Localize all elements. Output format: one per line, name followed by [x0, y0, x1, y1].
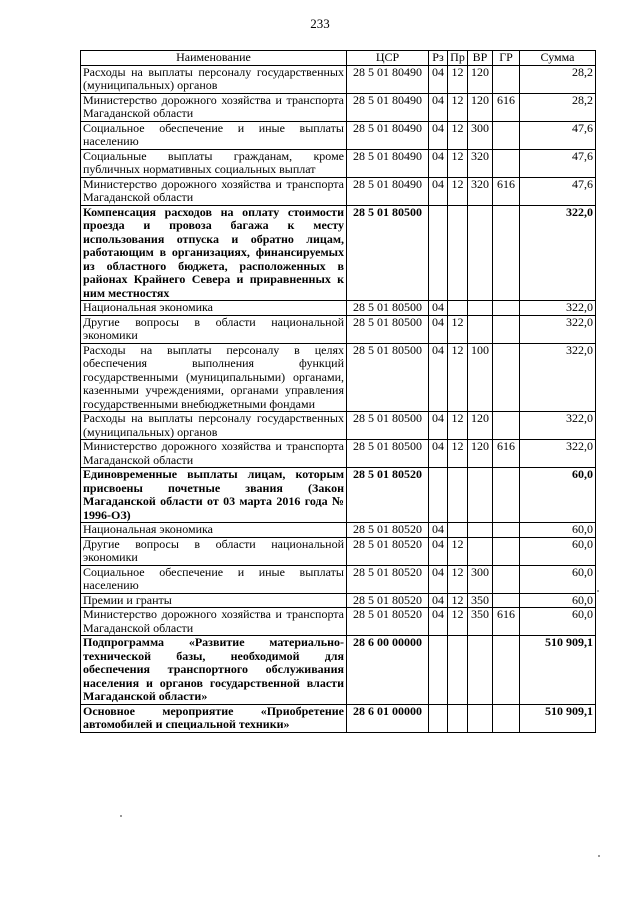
- cell-vr: 120: [468, 65, 493, 93]
- scan-speck: [597, 590, 599, 592]
- cell-pr: 12: [448, 537, 468, 565]
- cell-csr: 28 5 01 80520: [347, 523, 429, 538]
- cell-vr: [468, 636, 493, 705]
- cell-gr: [493, 343, 520, 412]
- table-row: [81, 593, 596, 608]
- header-csr: ЦСР: [347, 51, 429, 66]
- cell-vr: 120: [468, 412, 493, 440]
- cell-gr: [493, 704, 520, 732]
- cell-vr: 300: [468, 121, 493, 149]
- cell-sum: 510 909,1: [520, 704, 596, 732]
- cell-rz: 04: [429, 593, 448, 608]
- cell-sum: 28,2: [520, 93, 596, 121]
- table-row: [81, 608, 596, 636]
- cell-rz: 04: [429, 177, 448, 205]
- cell-sum: 322,0: [520, 343, 596, 412]
- cell-gr: [493, 205, 520, 301]
- scan-speck: [598, 855, 600, 857]
- cell-sum: 322,0: [520, 315, 596, 343]
- cell-name: Министерство дорожного хозяйства и транспорта Магаданской области: [81, 177, 347, 205]
- cell-gr: 616: [493, 93, 520, 121]
- cell-rz: 04: [429, 537, 448, 565]
- scan-speck: [120, 815, 122, 817]
- header-rz: Рз: [429, 51, 448, 66]
- cell-gr: [493, 301, 520, 316]
- cell-name: Основное мероприятие «Приобретение автомобилей и специальной техники»: [81, 704, 347, 732]
- cell-sum: 60,0: [520, 523, 596, 538]
- cell-pr: 12: [448, 65, 468, 93]
- cell-gr: [493, 537, 520, 565]
- table-body: [81, 65, 596, 732]
- cell-gr: [493, 121, 520, 149]
- cell-pr: [448, 468, 468, 523]
- cell-rz: 04: [429, 440, 448, 468]
- cell-sum: 28,2: [520, 65, 596, 93]
- cell-gr: [493, 315, 520, 343]
- table-row: [81, 205, 596, 301]
- cell-sum: 322,0: [520, 412, 596, 440]
- header-sum: Сумма: [520, 51, 596, 66]
- cell-csr: 28 5 01 80500: [347, 343, 429, 412]
- cell-gr: 616: [493, 440, 520, 468]
- cell-pr: 12: [448, 343, 468, 412]
- cell-vr: [468, 523, 493, 538]
- cell-vr: [468, 704, 493, 732]
- cell-vr: [468, 301, 493, 316]
- table-row: [81, 412, 596, 440]
- table-header-row: [81, 51, 596, 66]
- cell-csr: 28 5 01 80500: [347, 205, 429, 301]
- cell-rz: 04: [429, 523, 448, 538]
- budget-table: [80, 50, 596, 733]
- cell-rz: [429, 704, 448, 732]
- cell-csr: 28 5 01 80520: [347, 468, 429, 523]
- cell-sum: 60,0: [520, 565, 596, 593]
- cell-name: Другие вопросы в области национальной экономики: [81, 537, 347, 565]
- table-row: [81, 121, 596, 149]
- table-row: [81, 523, 596, 538]
- cell-gr: [493, 523, 520, 538]
- cell-csr: 28 6 01 00000: [347, 704, 429, 732]
- cell-vr: 350: [468, 593, 493, 608]
- cell-name: Другие вопросы в области национальной экономики: [81, 315, 347, 343]
- cell-csr: 28 5 01 80520: [347, 608, 429, 636]
- cell-sum: 47,6: [520, 149, 596, 177]
- cell-csr: 28 5 01 80520: [347, 537, 429, 565]
- cell-rz: 04: [429, 65, 448, 93]
- cell-gr: [493, 565, 520, 593]
- cell-vr: [468, 315, 493, 343]
- cell-vr: 320: [468, 149, 493, 177]
- cell-gr: [493, 149, 520, 177]
- cell-sum: 322,0: [520, 440, 596, 468]
- cell-pr: 12: [448, 565, 468, 593]
- cell-csr: 28 5 01 80520: [347, 593, 429, 608]
- cell-pr: 12: [448, 177, 468, 205]
- cell-rz: 04: [429, 93, 448, 121]
- cell-sum: 60,0: [520, 537, 596, 565]
- cell-pr: [448, 301, 468, 316]
- cell-pr: [448, 636, 468, 705]
- table-row: [81, 468, 596, 523]
- cell-sum: 322,0: [520, 301, 596, 316]
- cell-name: Министерство дорожного хозяйства и транспорта Магаданской области: [81, 608, 347, 636]
- table-row: [81, 565, 596, 593]
- cell-pr: [448, 523, 468, 538]
- cell-rz: 04: [429, 149, 448, 177]
- cell-sum: 322,0: [520, 205, 596, 301]
- cell-pr: [448, 704, 468, 732]
- cell-rz: 04: [429, 565, 448, 593]
- header-gr: ГР: [493, 51, 520, 66]
- cell-gr: [493, 636, 520, 705]
- cell-csr: 28 5 01 80490: [347, 177, 429, 205]
- cell-csr: 28 5 01 80500: [347, 412, 429, 440]
- cell-sum: 60,0: [520, 593, 596, 608]
- cell-gr: [493, 593, 520, 608]
- table-row: [81, 537, 596, 565]
- cell-name: Подпрограмма «Развитие материально-технической базы, необходимой для обеспечения транспортного обслуживания населения и органов государственной власти Магаданской области»: [81, 636, 347, 705]
- cell-name: Расходы на выплаты персоналу государственных (муниципальных) органов: [81, 412, 347, 440]
- table-row: [81, 149, 596, 177]
- cell-csr: 28 5 01 80490: [347, 149, 429, 177]
- cell-sum: 47,6: [520, 121, 596, 149]
- cell-vr: 100: [468, 343, 493, 412]
- table-row: [81, 636, 596, 705]
- table-row: [81, 440, 596, 468]
- cell-rz: 04: [429, 121, 448, 149]
- cell-csr: 28 6 00 00000: [347, 636, 429, 705]
- cell-vr: 350: [468, 608, 493, 636]
- cell-vr: [468, 205, 493, 301]
- cell-pr: 12: [448, 440, 468, 468]
- page-number: 233: [310, 16, 330, 31]
- cell-name: Социальное обеспечение и иные выплаты населению: [81, 565, 347, 593]
- cell-name: Социальные выплаты гражданам, кроме публичных нормативных социальных выплат: [81, 149, 347, 177]
- cell-sum: 60,0: [520, 608, 596, 636]
- table-row: [81, 93, 596, 121]
- cell-csr: 28 5 01 80520: [347, 565, 429, 593]
- table-row: [81, 177, 596, 205]
- cell-pr: 12: [448, 608, 468, 636]
- cell-pr: 12: [448, 149, 468, 177]
- cell-gr: [493, 468, 520, 523]
- cell-name: Единовременные выплаты лицам, которым присвоены почетные звания (Закон Магаданской области от 03 марта 2016 года № 1996-ОЗ): [81, 468, 347, 523]
- table-row: [81, 301, 596, 316]
- cell-csr: 28 5 01 80490: [347, 93, 429, 121]
- table-row: [81, 343, 596, 412]
- table-row: [81, 315, 596, 343]
- header-pr: Пр: [448, 51, 468, 66]
- cell-name: Национальная экономика: [81, 301, 347, 316]
- cell-rz: 04: [429, 343, 448, 412]
- cell-gr: 616: [493, 608, 520, 636]
- cell-vr: [468, 537, 493, 565]
- cell-csr: 28 5 01 80500: [347, 301, 429, 316]
- cell-pr: 12: [448, 315, 468, 343]
- cell-csr: 28 5 01 80500: [347, 440, 429, 468]
- cell-csr: 28 5 01 80500: [347, 315, 429, 343]
- cell-name: Компенсация расходов на оплату стоимости проезда и провоза багажа к месту использования отпуска и обратно лицам, работающим в организациях, финансируемых из областного бюджета, расположенных в районах Крайнего Севера и приравненных к ним местностях: [81, 205, 347, 301]
- cell-rz: [429, 468, 448, 523]
- cell-pr: [448, 205, 468, 301]
- cell-rz: [429, 636, 448, 705]
- cell-vr: [468, 468, 493, 523]
- header-vr: ВР: [468, 51, 493, 66]
- cell-name: Расходы на выплаты персоналу в целях обеспечения выполнения функций государственными (муниципальными) органами, казенными учреждениями, органами управления государственными внебюджетными фондами: [81, 343, 347, 412]
- cell-gr: 616: [493, 177, 520, 205]
- cell-vr: 320: [468, 177, 493, 205]
- cell-sum: 510 909,1: [520, 636, 596, 705]
- cell-name: Социальное обеспечение и иные выплаты населению: [81, 121, 347, 149]
- cell-pr: 12: [448, 593, 468, 608]
- cell-name: Министерство дорожного хозяйства и транспорта Магаданской области: [81, 440, 347, 468]
- table-row: [81, 704, 596, 732]
- cell-csr: 28 5 01 80490: [347, 121, 429, 149]
- cell-gr: [493, 412, 520, 440]
- cell-name: Национальная экономика: [81, 523, 347, 538]
- cell-vr: 120: [468, 440, 493, 468]
- cell-pr: 12: [448, 93, 468, 121]
- cell-sum: 47,6: [520, 177, 596, 205]
- cell-rz: 04: [429, 315, 448, 343]
- cell-csr: 28 5 01 80490: [347, 65, 429, 93]
- cell-name: Расходы на выплаты персоналу государственных (муниципальных) органов: [81, 65, 347, 93]
- cell-sum: 60,0: [520, 468, 596, 523]
- cell-vr: 120: [468, 93, 493, 121]
- cell-name: Премии и гранты: [81, 593, 347, 608]
- table-row: [81, 65, 596, 93]
- cell-rz: 04: [429, 301, 448, 316]
- cell-gr: [493, 65, 520, 93]
- cell-vr: 300: [468, 565, 493, 593]
- header-name: Наименование: [81, 51, 347, 66]
- cell-rz: 04: [429, 412, 448, 440]
- cell-name: Министерство дорожного хозяйства и транспорта Магаданской области: [81, 93, 347, 121]
- cell-pr: 12: [448, 412, 468, 440]
- cell-pr: 12: [448, 121, 468, 149]
- cell-rz: 04: [429, 608, 448, 636]
- cell-rz: [429, 205, 448, 301]
